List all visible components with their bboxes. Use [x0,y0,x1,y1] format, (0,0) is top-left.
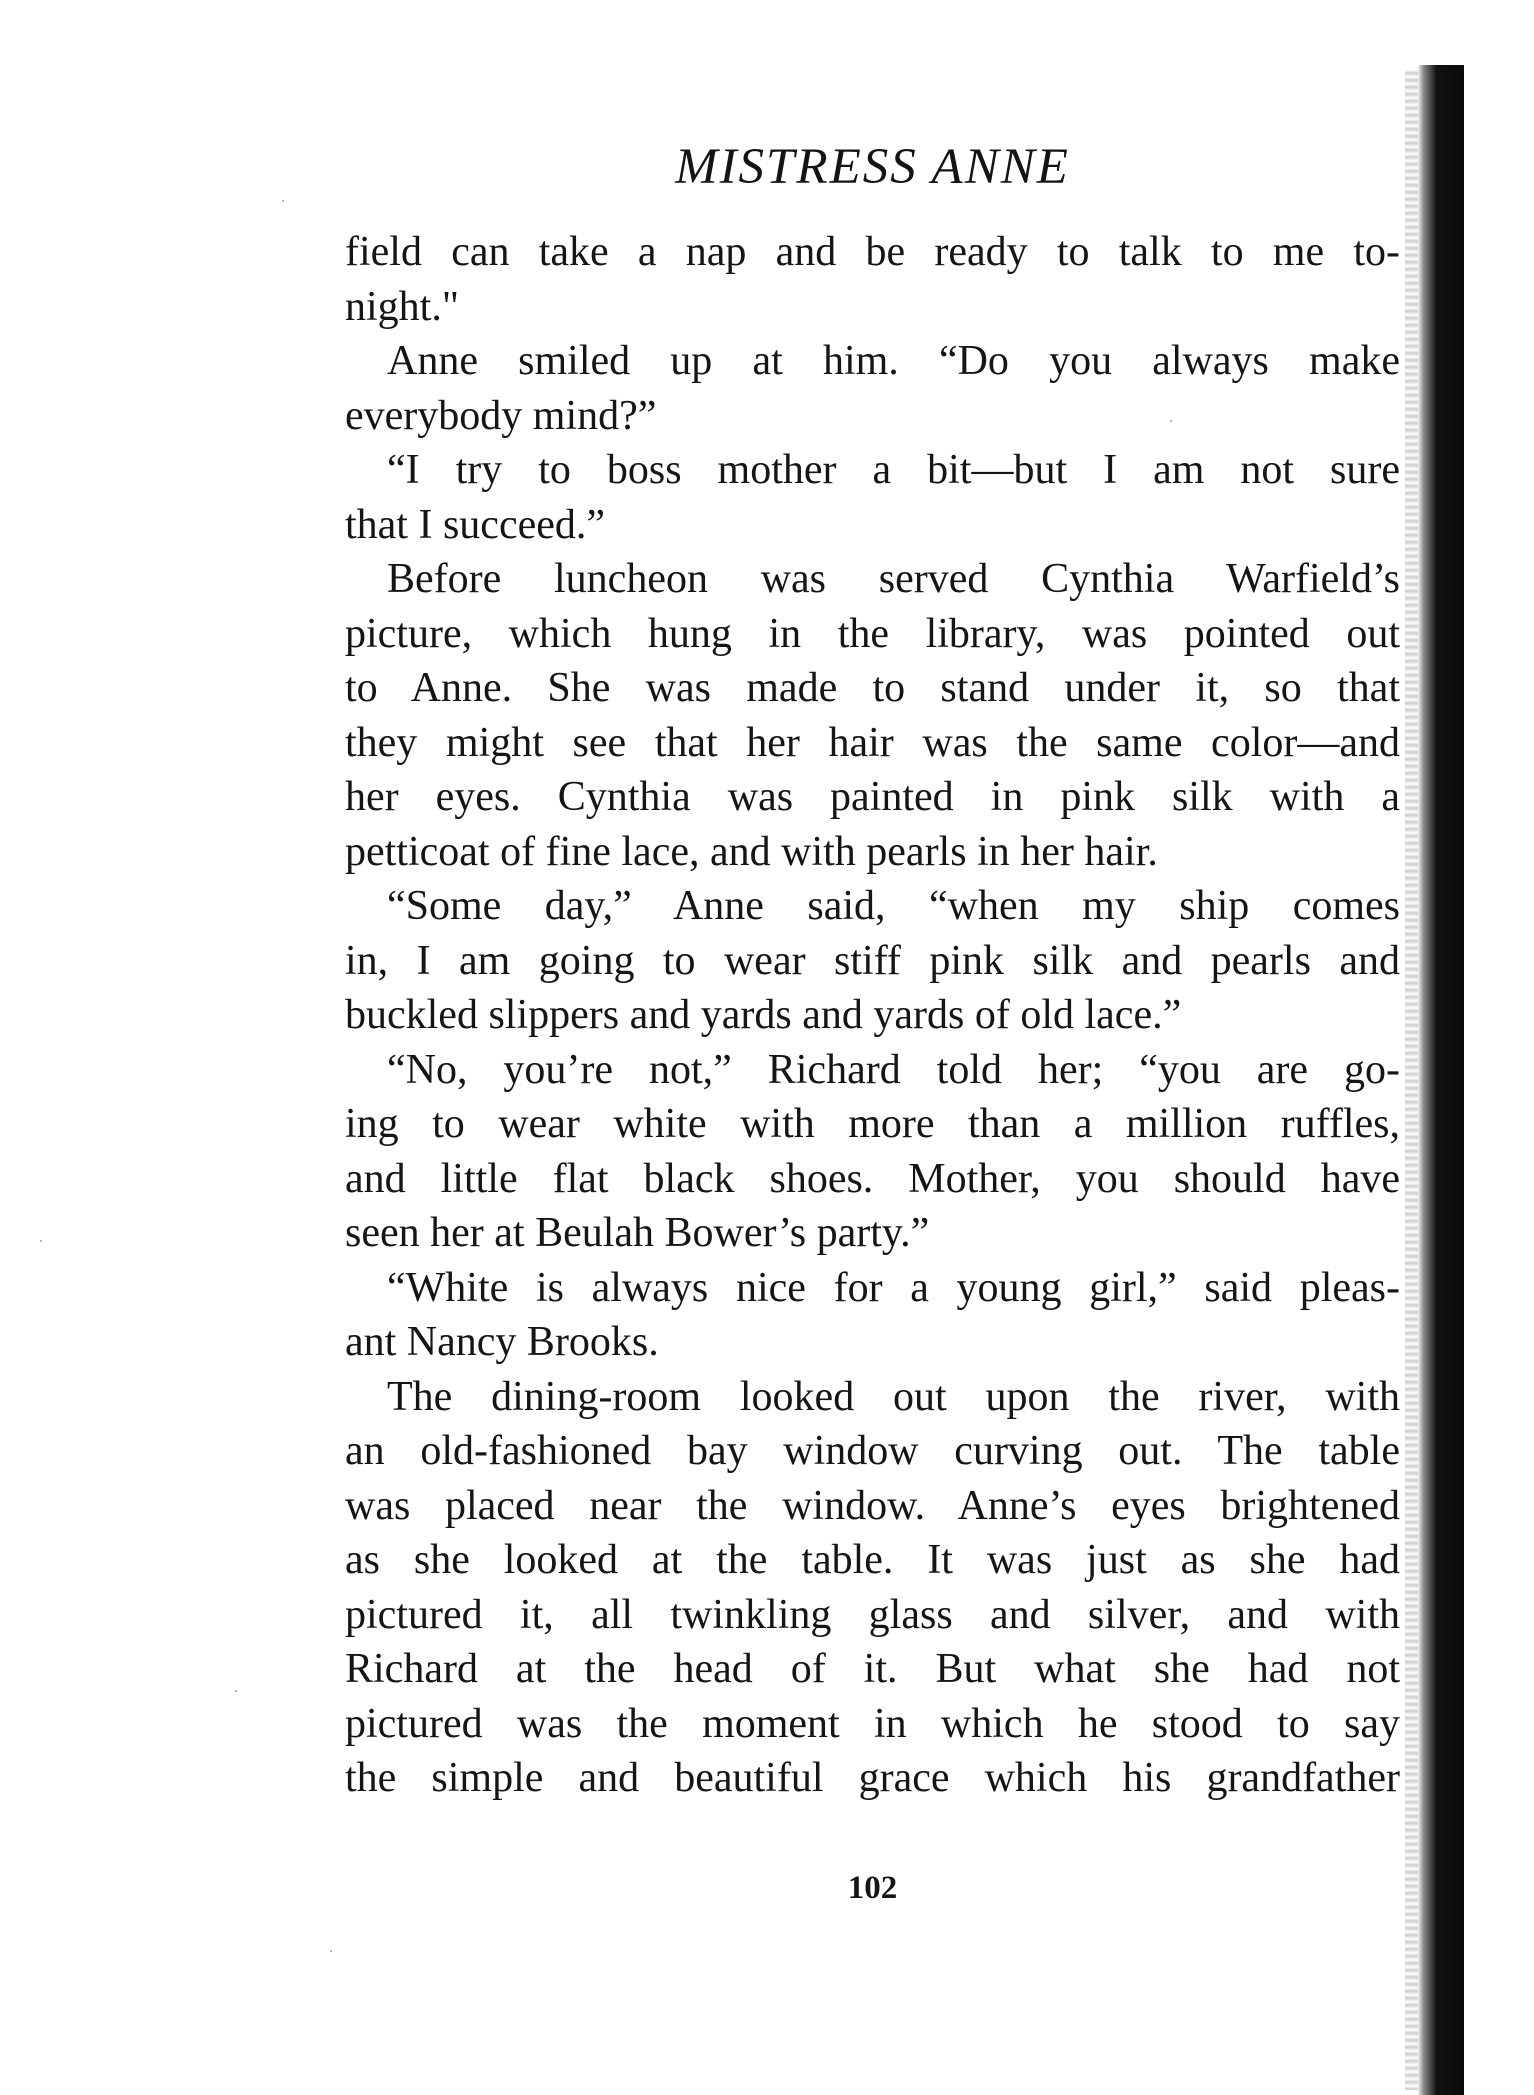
paper-speck [282,200,284,202]
text-line: everybody mind?” [345,392,657,439]
text-line: Before luncheon was served Cynthia Warfield’s [387,556,1400,602]
text-line: buckled slippers and yards and yards of old lace.” [345,992,1182,1038]
text-line: night." [345,283,459,330]
text-line: in, I am going to wear stiff pink silk and pearls and [345,937,1400,984]
body-text [345,225,1400,1806]
text-line: petticoat of fine lace, and with pearls in her hair. [345,828,1158,875]
page-number: 102 [847,1870,898,1906]
text-line: as she looked at the table. It was just as she had [345,1537,1400,1583]
text-line: was placed near the window. Anne’s eyes brightened [345,1482,1400,1529]
paper-speck [235,1690,237,1692]
text-line: her eyes. Cynthia was painted in pink silk with a [345,774,1400,820]
text-line: “I try to boss mother a bit—but I am not sure [387,447,1400,493]
text-line: an old-fashioned bay window curving out. The table [345,1428,1400,1474]
text-line: ing to wear white with more than a million ruffles, [345,1101,1400,1147]
text-line: the simple and beautiful grace which his grandfather [345,1755,1400,1801]
text-line: to Anne. She was made to stand under it, so that [345,665,1400,711]
running-head: MISTRESS ANNE [675,139,1070,195]
text-line: ant Nancy Brooks. [345,1319,659,1365]
text-line: Anne smiled up at him. “Do you always make [387,338,1400,384]
text-line: pictured was the moment in which he stood to say [345,1700,1400,1747]
text-line: Richard at the head of it. But what she had not [345,1646,1400,1692]
text-line: pictured it, all twinkling glass and silver, and with [345,1591,1400,1638]
text-line: they might see that her hair was the same color—and [345,719,1400,766]
text-line: field can take a nap and be ready to talk to me to- [345,229,1400,275]
text-line: seen her at Beulah Bower’s party.” [345,1210,930,1256]
gutter-shadow [1418,65,1464,2095]
text-line: and little flat black shoes. Mother, you should have [345,1155,1400,1202]
text-line: “White is always nice for a young girl,” said pleas- [387,1264,1400,1311]
text-line: “Some day,” Anne said, “when my ship comes [387,883,1400,929]
paper-speck [330,1950,332,1952]
paper-speck [40,1240,42,1242]
text-line: The dining-room looked out upon the river, with [387,1373,1400,1420]
text-line: “No, you’re not,” Richard told her; “you are go- [387,1046,1400,1093]
text-line: that I succeed.” [345,501,606,548]
text-line: picture, which hung in the library, was pointed out [345,610,1400,657]
